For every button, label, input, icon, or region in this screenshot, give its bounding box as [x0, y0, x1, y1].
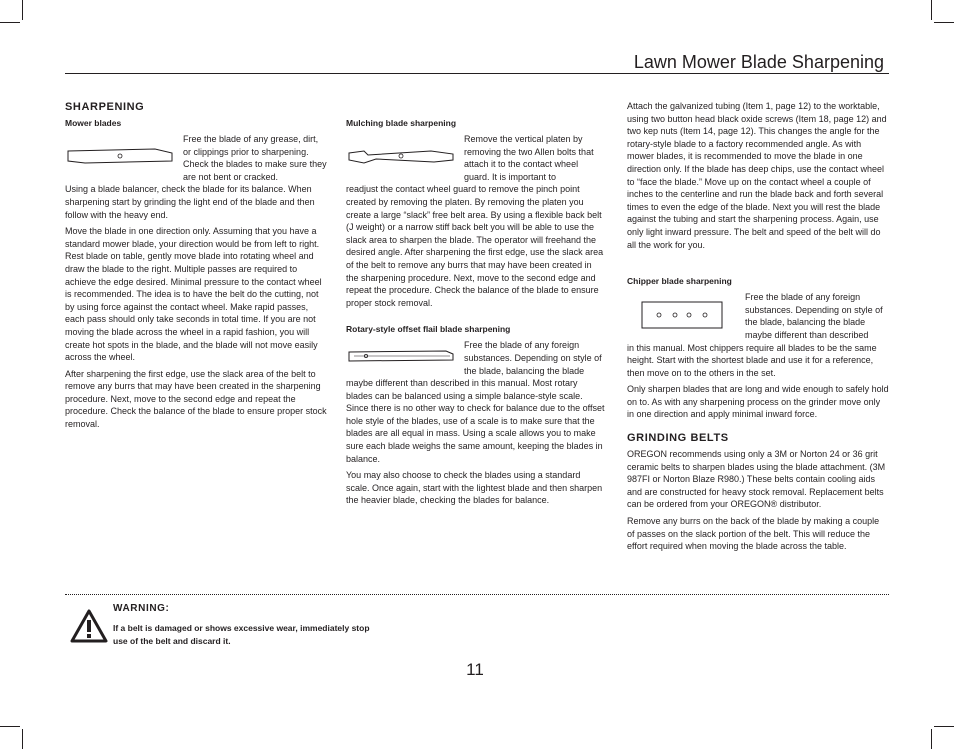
- grinding-paragraph-1: OREGON recommends using only a 3M or Norton 24 or 36 grit ceramic belts to sharpen blades using the blade attachment. (3M 987FI or Norton Blaze R980.) These belts contain cooling aids and are constructed for heavy stock removal. Replacement belts can be ordered from your OREGON® distributor.: [627, 449, 886, 510]
- title-rule: [65, 73, 889, 74]
- crop-mark: [934, 726, 954, 727]
- chipper-continued: in this manual. Most chippers require all blades to be the same height. Start with the shortest blade and use it for a reference, then move on to the others in the set.: [627, 342, 877, 378]
- warning-text: If a belt is damaged or shows excessive wear, immediately stop use of the belt and discard it.: [113, 623, 370, 646]
- galvanized-paragraph: Attach the galvanized tubing (Item 1, page 12) to the worktable, using two button head black oxide screws (Item 18, page 12) and two kep nuts (Item 14, page 12). This changes the angle for the rotary-style blade to a factory recommended angle. As with mower blades, it is recommended to move the blade in one direction only. If the blade has deep chips, use the contact wheel to “face the blade.” Move up on the contact wheel a couple of inches to the centerline and run the blade back and forth several times to even the edge of the blade. Next you will rest the blade against the tubing and start the sharpening process. Again, use only light inward pressure. The belt and speed of the belt will do all the work for you.: [627, 101, 887, 250]
- column-1: [65, 100, 327, 435]
- chipper-intro: Free the blade of any foreign substances. Depending on style of the blade, balancing the blade maybe different than described: [745, 292, 883, 340]
- crop-mark: [931, 729, 932, 749]
- column-2: [346, 117, 606, 511]
- mulching-intro: Remove the vertical platen by removing the two Allen bolts that attach it to the contact wheel guard. It is important to: [464, 134, 594, 182]
- mower-intro: Free the blade of any grease, dirt, or clippings prior to sharpening. Check the blades to make sure they are not bent or cracked.: [183, 134, 327, 182]
- chipper-heading: Chipper blade sharpening: [627, 276, 732, 287]
- page-title: Lawn Mower Blade Sharpening: [633, 52, 884, 72]
- mower-blades-heading: Mower blades: [65, 118, 122, 128]
- chipper-blade-figure: [627, 298, 737, 336]
- grinding-belts-heading: GRINDING BELTS: [627, 432, 729, 445]
- flail-blade-figure: [346, 345, 456, 371]
- crop-mark: [22, 0, 23, 20]
- divider: [65, 594, 889, 595]
- chipper-paragraph-2: Only sharpen blades that are long and wide enough to safely hold on to. As with any sharpening process on the grinder move only in one direction and apply minimal inward force.: [627, 384, 889, 420]
- mulching-continued: readjust the contact wheel guard to remove the pinch point created by removing the platen. By removing the platen you create a large “slack” free belt area. By using a flexible back belt (J weight) or a narrow stiff back belt you will be able to use the slack area to sharpen the blade. The operator will freehand the desired angle. After sharpening the first edge, use the slack area of the belt to remove any burrs that may have been created in the sharpening procedure. Next, move to the second edge and repeat the procedure. Check the balance of the blade to ensure proper stock removal.: [346, 184, 604, 308]
- grinding-paragraph-2: Remove any burrs on the back of the blade by making a couple of passes on the slack portion of the belt. This will reduce the effort required when moving the blade across the table.: [627, 516, 880, 552]
- rotary-continued: maybe different than described in this manual. Most rotary blades can be balanced using a simple balance-style scale. Since there is no other way to check for balance due to the offset hole style of the blades, use of a scale is to make sure that the blades are all equal in mass. Using a scale allows you to make sure each blade weighs the same amount, keeping the blades in balance.: [346, 378, 605, 464]
- mower-paragraph-1: Using a blade balancer, check the blade for its balance. When sharpening start by grinding the light end of the blade and then follow with the heavy end.: [65, 184, 315, 220]
- mower-paragraph-2: Move the blade in one direction only. Assuming that you have a standard mower blade, your direction would be from left to right. Rest blade on table, gently move blade into rotating wheel and draw the blade to the right. Multiple passes are required to achieve the edge desired. Minimal pressure to the contact wheel is recommended. The idea is to have the belt do the cutting, not by using force against the contact wheel. Make rapid passes, each pass should only take seconds in total time. If you are not moving the blade across the wheel in a rapid fashion, you will create hot spots in the blade, and the blade will not move easily across the wheel.: [65, 226, 322, 363]
- page-number: 11: [466, 660, 484, 679]
- crop-mark: [22, 729, 23, 749]
- mower-paragraph-3: After sharpening the first edge, use the slack area of the belt to remove any burrs that may have been created in the sharpening procedure. Next, move to the second edge and repeat the procedure. Check the balance of the blade to ensure proper stock removal.: [65, 368, 327, 430]
- crop-mark: [931, 0, 932, 20]
- crop-mark: [934, 22, 954, 23]
- rotary-heading: Rotary-style offset flail blade sharpening: [346, 324, 511, 335]
- crop-mark: [0, 22, 20, 23]
- mulching-blade-figure: [346, 145, 456, 171]
- warning-triangle-icon: [70, 609, 108, 647]
- crop-mark: [0, 726, 20, 727]
- column-3: [627, 100, 889, 557]
- mower-blade-figure: [65, 145, 175, 171]
- warning-heading: WARNING:: [113, 603, 170, 614]
- mulching-heading: Mulching blade sharpening: [346, 118, 457, 128]
- rotary-paragraph-2: You may also choose to check the blades using a standard scale. Once again, start with the lightest blade and then sharpen the heavier blade, checking the blades for balance.: [346, 470, 603, 506]
- sharpening-heading: SHARPENING: [65, 101, 145, 113]
- rotary-intro: Free the blade of any foreign substances. Depending on style of the blade, balancing the blade: [464, 340, 602, 376]
